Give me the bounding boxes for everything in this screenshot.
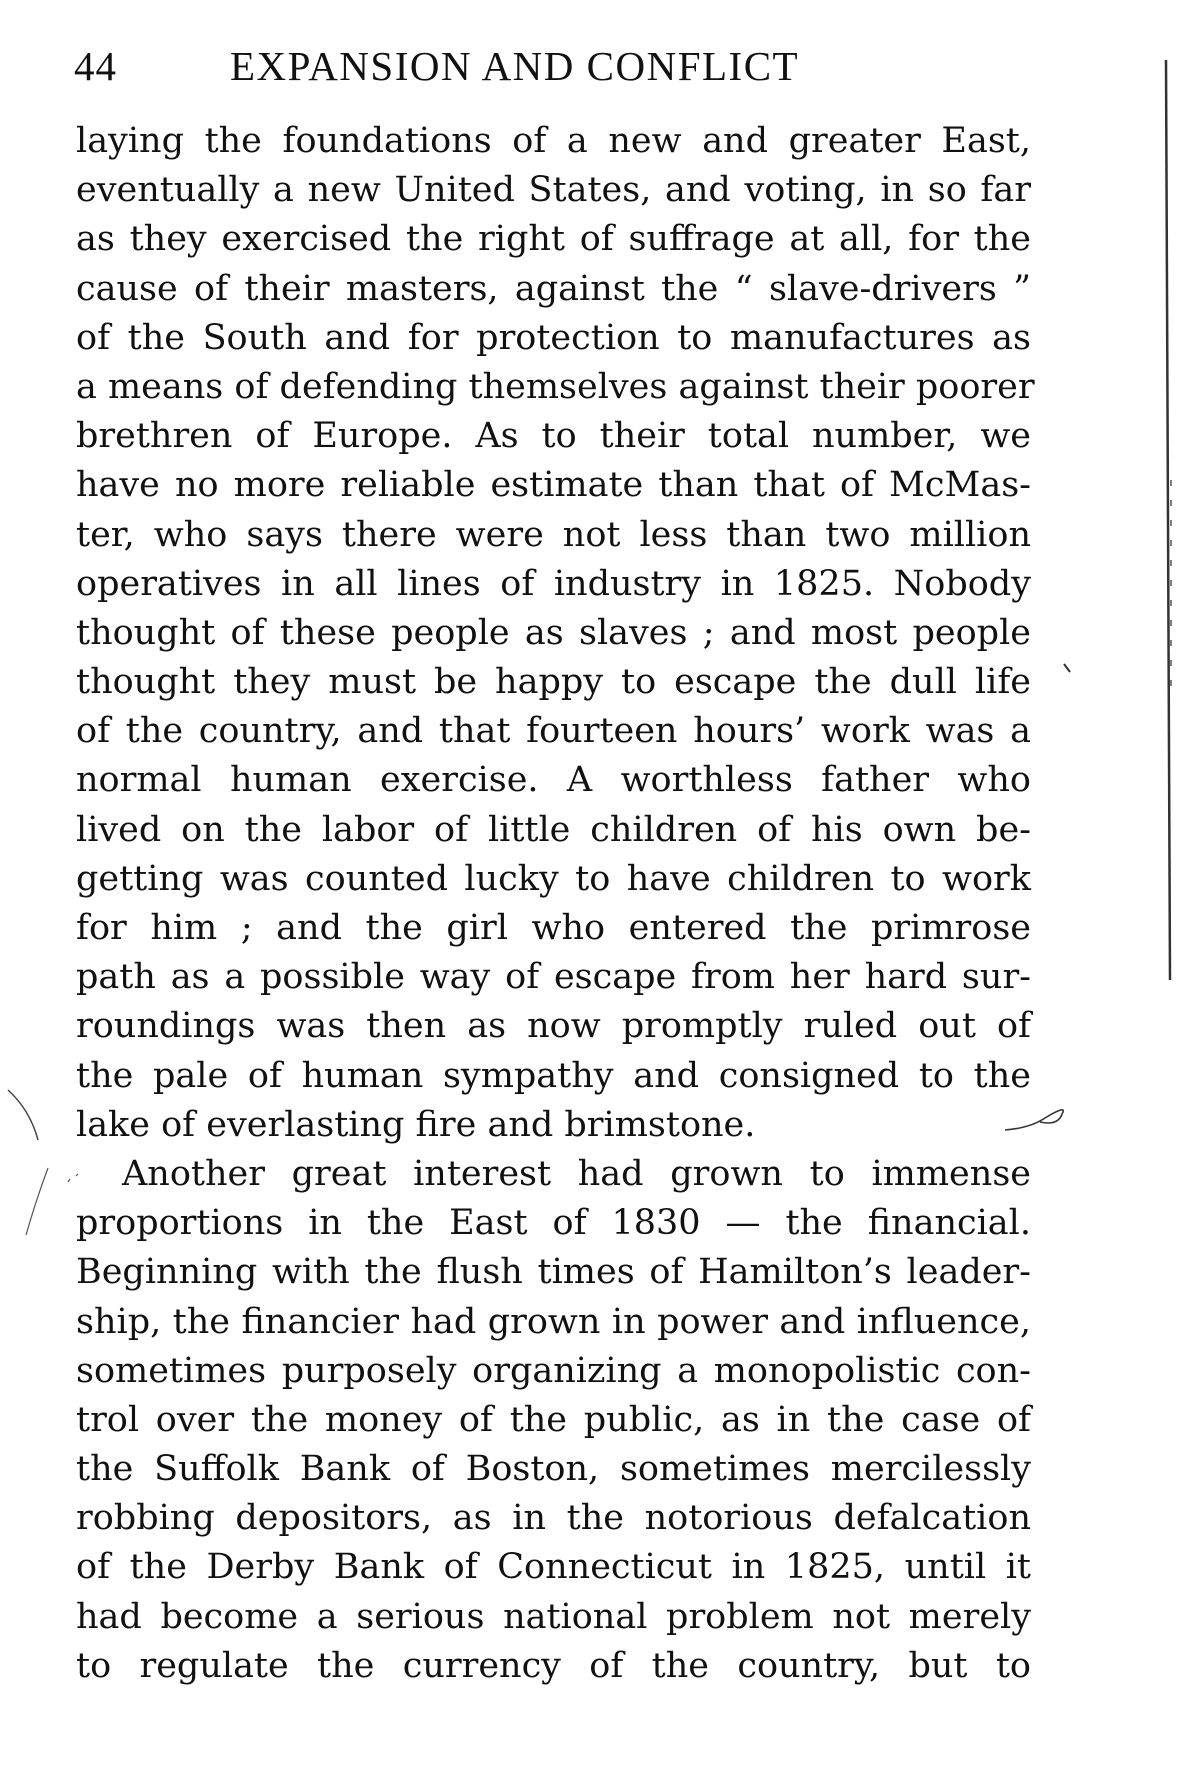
- text-line: to regulate the currency of the country, but to: [76, 1645, 1031, 1686]
- body-text: [76, 117, 1035, 1691]
- text-line: of the Derby Bank of Connecticut in 1825, until it: [76, 1547, 1031, 1588]
- text-line: laying the foundations of a new and greater East,: [76, 121, 1031, 161]
- text-line: of the South and for protection to manufactures as: [76, 317, 1031, 358]
- text-line: had become a serious national problem not merely: [76, 1596, 1031, 1637]
- text-line: path as a possible way of escape from her hard sur-: [76, 957, 1031, 998]
- text-line-paragraph-end: lake of everlasting fire and brimstone.: [76, 1104, 756, 1145]
- text-line: the pale of human sympathy and consigned to the: [76, 1055, 1031, 1096]
- page-edge-line: [1166, 60, 1170, 980]
- running-head: EXPANSION AND CONFLICT: [230, 43, 800, 89]
- pencil-bracket-mark: [8, 1090, 38, 1140]
- text-line: brethren of Europe. As to their total number, we: [76, 416, 1031, 457]
- page-header: [74, 42, 894, 102]
- text-line: ship, the financier had grown in power and influence,: [76, 1301, 1031, 1342]
- text-line: for him ; and the girl who entered the primrose: [76, 908, 1031, 948]
- text-line: sometimes purposely organizing a monopolistic con-: [76, 1350, 1031, 1391]
- text-line: thought of these people as slaves ; and most people: [76, 612, 1031, 653]
- text-line: roundings was then as now promptly ruled out of: [76, 1006, 1031, 1047]
- stray-mark: [1064, 664, 1070, 672]
- text-line: the Suffolk Bank of Boston, sometimes mercilessly: [76, 1449, 1031, 1490]
- text-line: of the country, and that fourteen hours’ work was a: [76, 711, 1031, 752]
- text-line: normal human exercise. A worthless father who: [76, 760, 1031, 801]
- text-line: a means of defending themselves against their poorer: [76, 366, 1035, 407]
- text-line: as they exercised the right of suffrage at all, for the: [76, 219, 1031, 260]
- page-number: 44: [74, 43, 117, 89]
- text-line: thought they must be happy to escape the dull life: [76, 662, 1031, 703]
- text-line: ter, who says there were not less than two million: [76, 514, 1031, 555]
- text-line-paragraph-start: Another great interest had grown to immense: [122, 1153, 1031, 1194]
- text-line: have no more reliable estimate than that of McMas-: [76, 465, 1031, 506]
- pencil-bracket-mark: [26, 1168, 48, 1235]
- text-line: trol over the money of the public, as in the case of: [76, 1399, 1031, 1440]
- text-line: proportions in the East of 1830 — the financial.: [76, 1203, 1031, 1244]
- text-line: getting was counted lucky to have children to work: [76, 858, 1031, 899]
- text-line: lived on the labor of little children of his own be-: [76, 809, 1031, 850]
- text-line: robbing depositors, as in the notorious defalcation: [76, 1498, 1031, 1539]
- text-line: cause of their masters, against the “ slave-drivers ”: [76, 268, 1031, 309]
- text-line: operatives in all lines of industry in 1825. Nobody: [76, 563, 1031, 604]
- text-line: eventually a new United States, and voting, in so far: [76, 170, 1031, 211]
- text-line: Beginning with the flush times of Hamilton’s leader-: [76, 1252, 1031, 1293]
